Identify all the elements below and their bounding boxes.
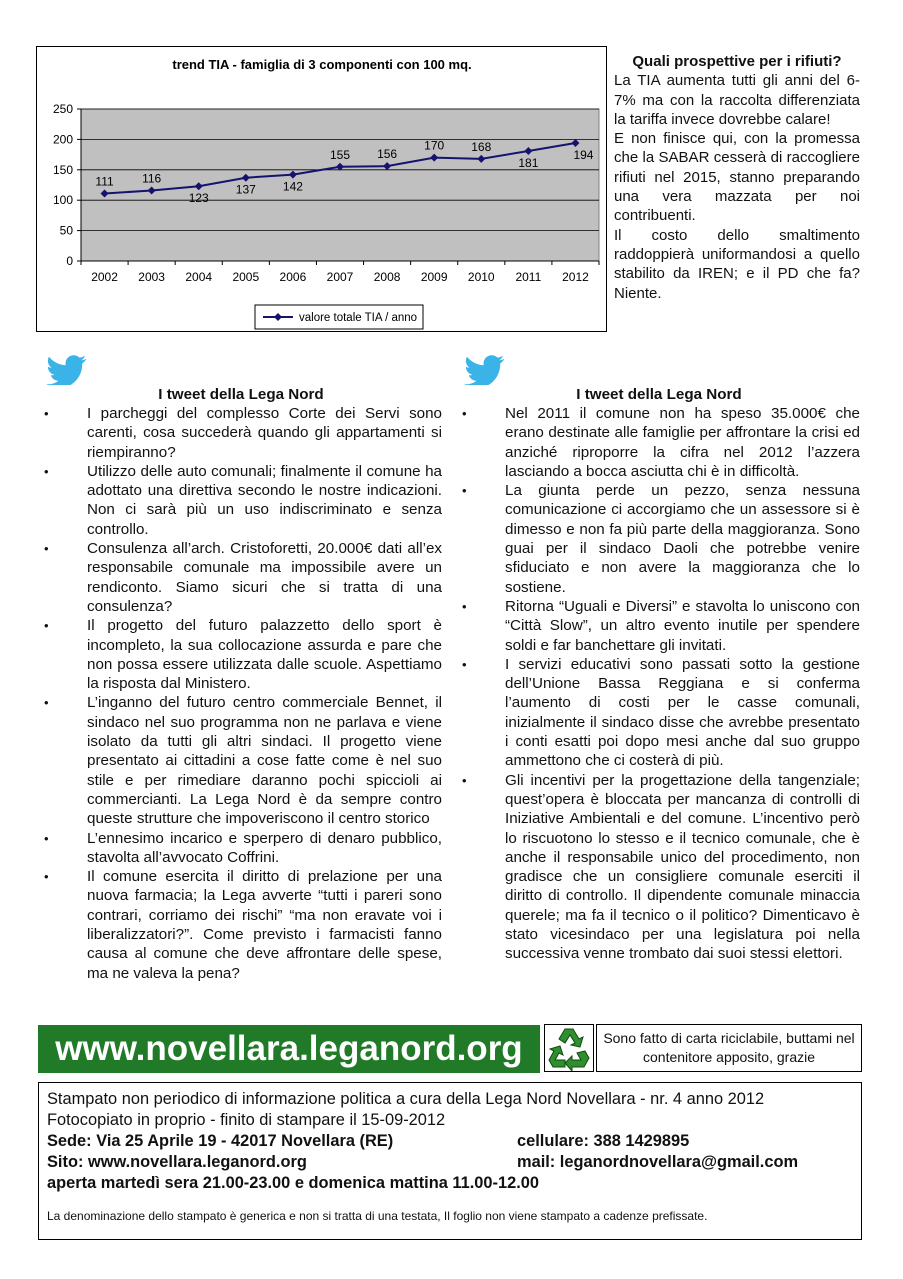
tweets-column-right [458,385,860,964]
y-tick-label: 0 [66,254,73,268]
data-label: 116 [142,171,162,186]
tweet-item: • Gli incentivi per la progettazione della tangenziale; quest’opera è bloccata per mancanza di controlli di Iniziative Ambientali e del comune. L’incentivo però lo riscuotono lo stesso e il tecnico comunale, che è anche il responsabile unico del procedimento, non gradisce che un consigliere comunale eserciti il diritto di controllo. Il dipendente comunale minaccia querele; ma fa il tecnico o il politico? Dimenticavo è stato vicesindaco per una legislatura poi nella successiva venne trombato dai suoi stessi elettori. [458,771,860,964]
x-tick-label: 2003 [138,270,165,284]
tweets-list [458,404,860,964]
footer-sito[interactable]: Sito: www.novellara.leganord.org [47,1153,307,1171]
tweets-column-left [40,385,442,983]
tweet-item: • L’ennesimo incarico e sperpero di denaro pubblico, stavolta all’avvocato Coffrini. [40,829,442,868]
tweets-heading: I tweet della Lega Nord [576,386,742,403]
footer-cellulare: cellulare: 388 1429895 [517,1132,690,1150]
tweet-item: • Ritorna “Uguali e Diversi” e stavolta lo uniscono con “Città Slow”, un altro evento inutile per spendere soldi e far banchettare gli invitati. [458,597,860,655]
chart-title: trend TIA - famiglia di 3 componenti con 100 mq. [172,57,472,72]
tweets-list [40,404,442,983]
tweet-item: • Utilizzo delle auto comunali; finalmente il comune ha adottato una direttiva secondo le nostre indicazioni. Non ci sarà più un uso indiscriminato e senza controllo. [40,462,442,539]
legend-label: valore totale TIA / anno [299,312,418,324]
chart-svg [37,47,608,333]
data-label: 111 [95,174,114,189]
data-label: 168 [471,139,492,154]
footer-contact-row [47,1152,853,1173]
tweet-item: • Consulenza all’arch. Cristoforetti, 20.000€ dati all’ex responsabile comunale ma impossibile avere un rendiconto. Siamo sicuri che si tratta di una consulenza? [40,539,442,616]
data-label: 137 [235,182,256,197]
recycle-icon [545,1025,593,1071]
data-label: 123 [188,191,209,206]
y-tick-label: 100 [52,193,73,208]
tweet-item: • Il comune esercita il diritto di prelazione per una nuova farmacia; la Lega avverte “tutti i pareri sono contrari, corriamo dei rischi” “ma non eravate voi i liberalizzatori?”. Come previsto i farmacisti fanno causa al comune che deve affrontare delle spese, ma ne valeva la pena? [40,867,442,983]
data-label: 181 [518,155,539,170]
waste-prospects-paragraph: E non finisce qui, con la promessa che la SABAR cesserà di raccogliere rifiuti nel 2015, stanno preparando una vera mazzata per noi contribuenti. [614,130,860,225]
tweet-item: • L’inganno del futuro centro commerciale Bennet, il sindaco nel suo programma non ne parlava e viene isolato da tutti gli altri sindaci. Il progetto viene presentato ai cittadini a cose fatte come è nel suo stile e per rimediare daranno pochi spiccioli ai commercianti. La Lega Nord è da sempre contro queste strutture che impoveriscono il centro storico [40,693,442,828]
y-tick-label: 150 [52,162,73,177]
footer-sede: Sede: Via 25 Aprile 19 - 42017 Novellara (RE) [47,1132,394,1150]
tweets-heading: I tweet della Lega Nord [158,386,324,403]
data-label: 194 [573,148,594,163]
tweet-item: • Il progetto del futuro palazzetto dello sport è incompleto, la sua collocazione assurda e pare che non possa essere utilizzata dalle scuole. Aspettiamo la risposta dal Ministero. [40,616,442,693]
footer-mail[interactable]: mail: leganordnovellara@gmail.com [517,1153,799,1171]
x-tick-label: 2012 [562,270,589,284]
y-tick-label: 250 [52,102,73,116]
y-tick-label: 200 [52,132,73,147]
x-tick-label: 2010 [467,270,495,284]
waste-prospects-heading: Quali prospettive per i rifiuti? [632,53,842,70]
x-tick-label: 2007 [326,270,354,284]
twitter-bird-icon [45,355,87,385]
data-label: 156 [377,147,398,162]
tia-trend-chart [36,46,607,332]
recycle-icon-box [544,1024,594,1072]
footer-contact-row [47,1131,853,1152]
y-tick-label: 50 [59,223,73,238]
x-tick-label: 2005 [232,270,260,284]
tweet-item: • I servizi educativi sono passati sotto la gestione dell’Unione Bassa Reggiana e si conferma l’aumento di costi per le casse comunali, inizialmente il sindaco disse che avrebbe presentato i conti esatti poi dopo mesi anche dal suo gruppo ammettono che ci costerà di più. [458,655,860,771]
waste-prospects-box [614,52,860,303]
x-tick-label: 2002 [91,270,118,284]
footer-hours: aperta martedì sera 21.00-23.00 e domenica mattina 11.00-12.00 [47,1174,539,1192]
data-label: 170 [424,138,445,153]
waste-prospects-paragraph: La TIA aumenta tutti gli anni del 6-7% ma con la raccolta differenziata la tariffa invece dovrebbe calare! [614,72,860,128]
data-label: 155 [329,147,351,162]
data-label: 142 [282,179,303,194]
footer-line: Stampato non periodico di informazione politica a cura della Lega Nord Novellara - nr. 4 anno 2012 [47,1090,765,1108]
footer-box [38,1082,862,1240]
footer-disclaimer: La denominazione dello stampato è generica e non si tratta di una testata, Il foglio non viene stampato a cadenze prefissate. [47,1209,708,1223]
x-tick-label: 2011 [515,270,542,284]
twitter-bird-icon [463,355,505,385]
tweet-item: • I parcheggi del complesso Corte dei Servi sono carenti, cosa succederà quando gli appartamenti si riempiranno? [40,404,442,462]
x-tick-label: 2006 [279,270,307,284]
tweet-item: • Nel 2011 il comune non ha speso 35.000€ che erano destinate alle famiglie per affrontare la crisi ed anziché riproporre la cifra nel 2012 l’azzera lasciando a bocca asciutta chi è in difficoltà. [458,404,860,481]
x-tick-label: 2009 [420,270,448,284]
x-tick-label: 2008 [373,270,401,284]
website-banner[interactable]: www.novellara.leganord.org [38,1025,540,1073]
recycle-note: Sono fatto di carta riciclabile, buttami nel contenitore apposito, grazie [596,1024,862,1072]
tweet-item: • La giunta perde un pezzo, senza nessuna comunicazione ci accorgiamo che un assessore si è dimesso e non fa più parte della maggioranza. Sono guai per il sindaco Daoli che potrebbe venire sfiduciato e non avere la maggioranza che lo sostiene. [458,481,860,597]
footer-line: Fotocopiato in proprio - finito di stampare il 15-09-2012 [47,1111,446,1129]
x-tick-label: 2004 [185,270,213,284]
waste-prospects-paragraph: Il costo dello smaltimento raddoppierà uniformandosi a quello stabilito da IREN; e il PD che fa? Niente. [614,226,860,302]
